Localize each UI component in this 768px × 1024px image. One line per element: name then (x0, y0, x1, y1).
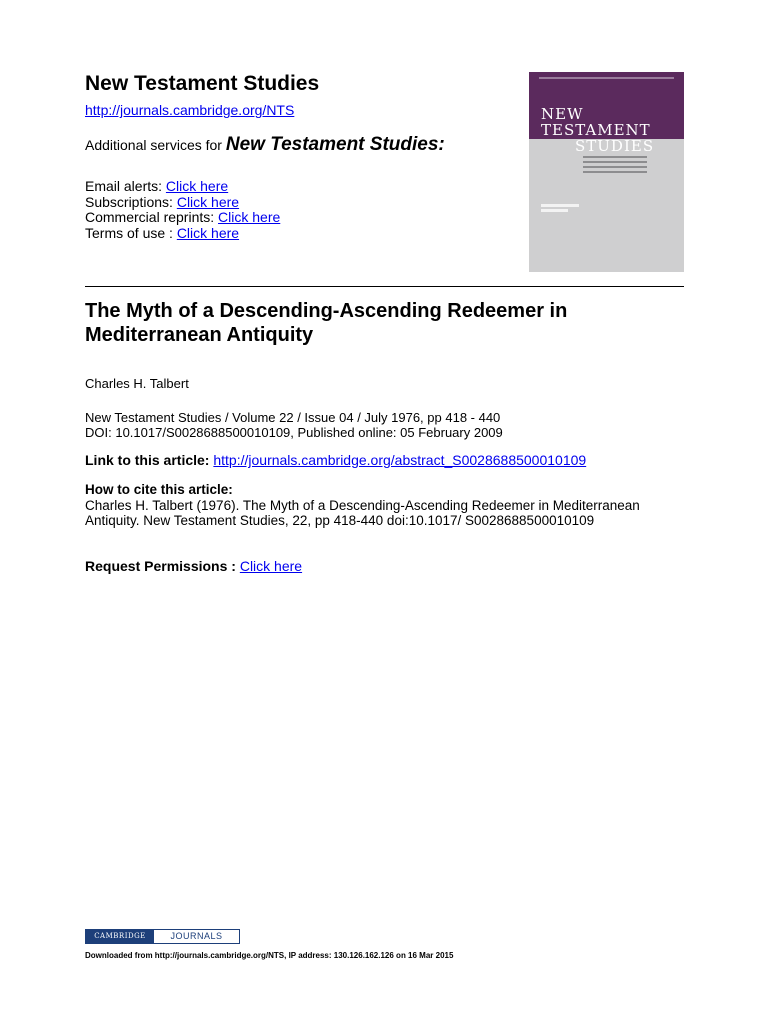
service-label: Email alerts: (85, 178, 166, 194)
service-subscriptions (85, 195, 280, 211)
request-permissions-label: Request Permissions : (85, 558, 240, 574)
how-to-cite-label: How to cite this article: (85, 482, 233, 497)
journal-title: New Testament Studies (85, 72, 320, 95)
article-abstract-link[interactable]: http://journals.cambridge.org/abstract_S0028688500010109 (213, 452, 587, 468)
service-label: Terms of use : (85, 224, 177, 241)
journal-url-link[interactable]: http://journals.cambridge.org/NTS (85, 102, 295, 118)
citation-meta (85, 410, 503, 440)
email-alerts-link[interactable]: Click here (165, 178, 229, 194)
service-label: Commercial reprints: (85, 209, 219, 225)
logo-journals-text: JOURNALS (154, 930, 239, 943)
terms-of-use-link[interactable]: Click here (176, 224, 240, 241)
cover-title-new: NEW (541, 105, 584, 123)
cambridge-journals-logo (85, 929, 240, 944)
article-doi: DOI: 10.1017/S0028688500010109, Published online: 05 February 2009 (85, 425, 503, 440)
download-note: Downloaded from http://journals.cambridge.org/NTS, IP address: 130.126.162.126 on 16 Mar 2015 (85, 951, 454, 960)
journal-cover-image (529, 72, 684, 272)
link-to-article-label: Link to this article: (85, 452, 214, 468)
cover-publisher-logo (541, 204, 579, 211)
commercial-reprints-link[interactable]: Click here (218, 209, 281, 225)
journal-url-line (85, 101, 294, 119)
service-label: Subscriptions: (85, 193, 177, 210)
how-to-cite-text: Charles H. Talbert (1976). The Myth of a Descending-Ascending Redeemer in Mediterranean Antiquity. New Testament Studies, 22, pp 418-440 doi:10.1017/ S0028688500010109 (85, 497, 640, 528)
cover-subtitle-lines (583, 156, 647, 176)
cover-fine-print (539, 77, 674, 79)
service-terms-of-use (85, 226, 280, 242)
subscriptions-link[interactable]: Click here (176, 193, 240, 210)
service-list (85, 179, 280, 241)
article-title: The Myth of a Descending-Ascending Redeemer in Mediterranean Antiquity (85, 300, 568, 346)
link-to-article (85, 451, 586, 469)
services-prefix: Additional services for (85, 137, 226, 153)
article-author: Charles H. Talbert (85, 376, 189, 391)
request-permissions (85, 557, 302, 575)
how-to-cite (85, 482, 645, 529)
divider (85, 286, 684, 287)
cover-title-testament: TESTAMENT (541, 121, 651, 139)
cover-title-studies: STUDIES (575, 137, 655, 155)
service-commercial-reprints (85, 210, 280, 226)
service-email-alerts (85, 179, 280, 195)
additional-services (85, 133, 445, 157)
article-source: New Testament Studies / Volume 22 / Issue 04 / July 1976, pp 418 - 440 (85, 410, 501, 425)
request-permissions-link[interactable]: Click here (239, 558, 303, 574)
logo-cambridge-text: CAMBRIDGE (86, 930, 154, 943)
services-journal-name: New Testament Studies: (225, 134, 445, 155)
